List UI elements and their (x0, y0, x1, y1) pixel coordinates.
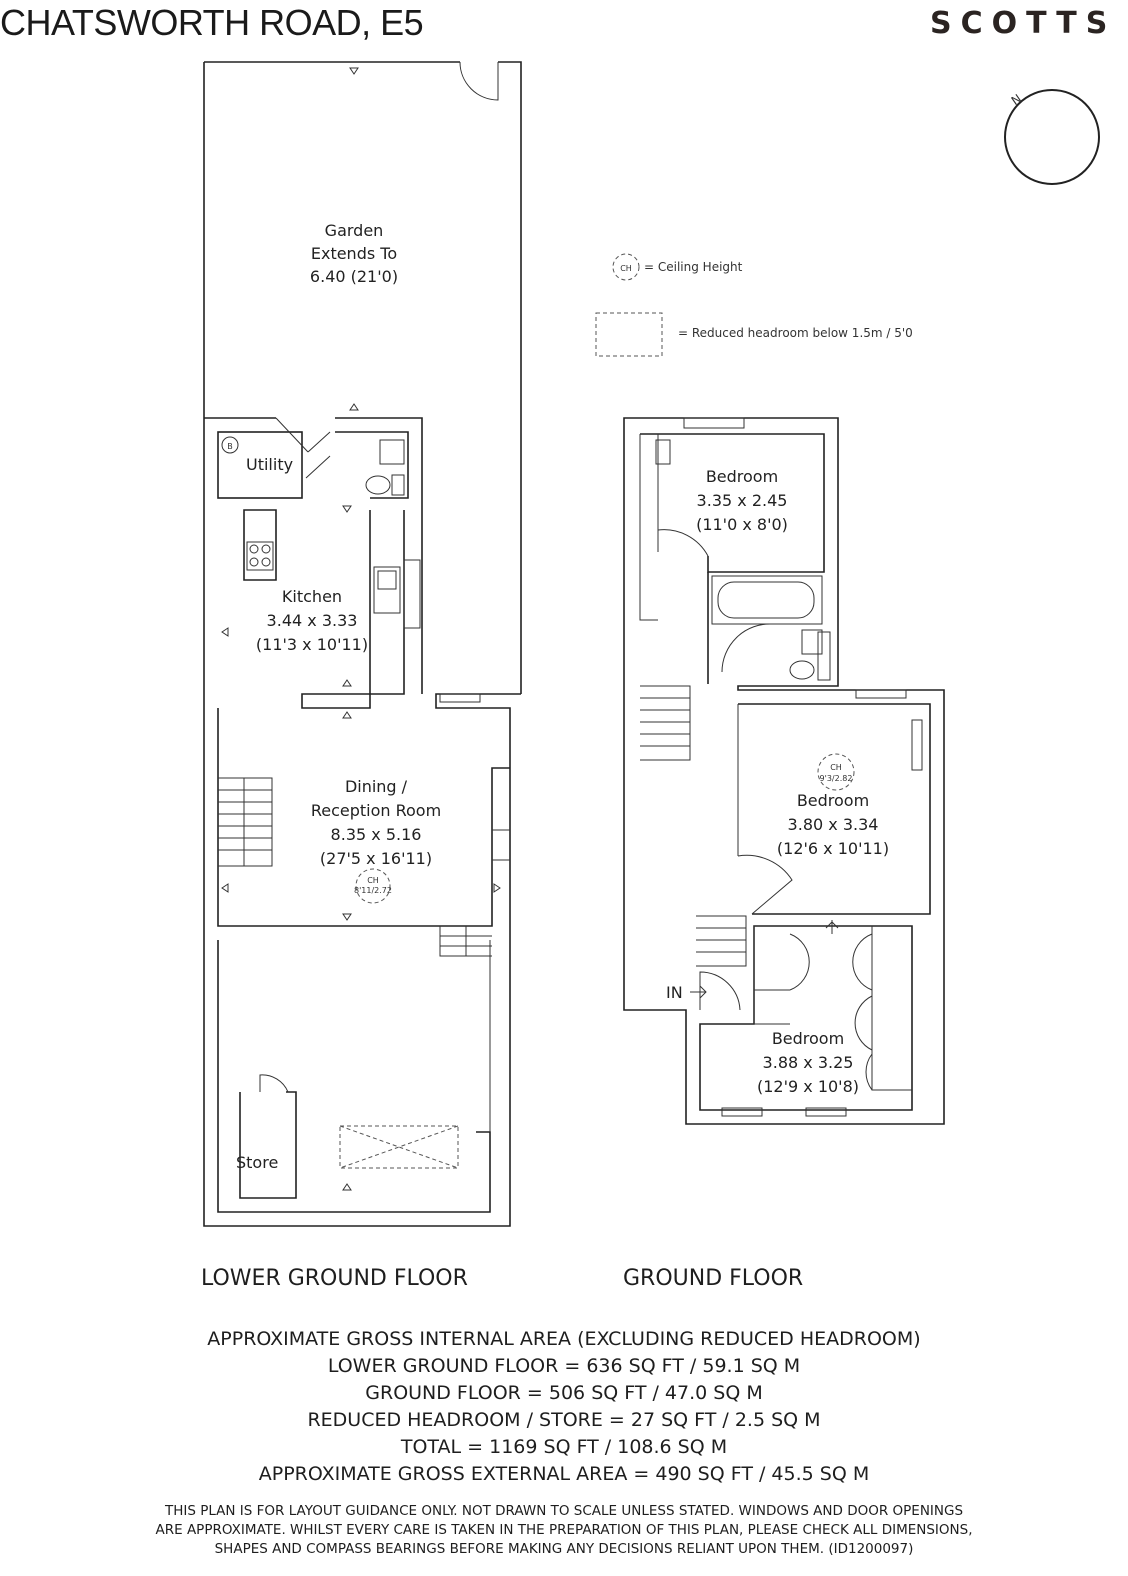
dining-imperial: (27'5 x 16'11) (319, 849, 433, 868)
garden-line3: 6.40 (21'0) (309, 267, 399, 286)
dining-ch-symbol: CH (367, 876, 379, 885)
bedroom2-metric: 3.80 x 3.34 (787, 815, 879, 834)
stairs-ground (640, 686, 690, 760)
garden-line2: Extends To (310, 244, 398, 263)
bedroom2-name: Bedroom (796, 791, 870, 810)
bedroom1-name: Bedroom (705, 467, 779, 486)
area-line: LOWER GROUND FLOOR = 636 SQ FT / 59.1 SQ M (327, 1355, 801, 1377)
disclaimer-line: THIS PLAN IS FOR LAYOUT GUIDANCE ONLY. NOT DRAWN TO SCALE UNLESS STATED. WINDOWS AND DOOR OPENINGS (164, 1503, 964, 1519)
area-summary (0, 1326, 1128, 1488)
kitchen-metric: 3.44 x 3.33 (266, 611, 358, 630)
legend-ch-symbol: CH (620, 264, 632, 273)
stairs-entrance (696, 916, 746, 966)
area-line: GROUND FLOOR = 506 SQ FT / 47.0 SQ M (365, 1382, 763, 1404)
sink-icon (374, 567, 400, 613)
entrance-arrow-icon (690, 986, 706, 998)
boiler-label: B (227, 442, 233, 451)
utility-label: Utility (246, 455, 294, 474)
bedroom3-imperial: (12'9 x 10'8) (757, 1077, 859, 1096)
dining-line1: Dining / (344, 777, 408, 796)
compass-icon (1005, 90, 1099, 184)
entrance-label: IN (666, 983, 683, 1002)
kitchen-imperial: (11'3 x 10'11) (255, 635, 369, 654)
garden-line1: Garden (324, 221, 384, 240)
ground-floor-label: GROUND FLOOR (623, 1266, 804, 1291)
dining-line2: Reception Room (310, 801, 442, 820)
area-line: APPROXIMATE GROSS EXTERNAL AREA = 490 SQ FT / 45.5 SQ M (258, 1463, 870, 1485)
bedroom1-metric: 3.35 x 2.45 (696, 491, 788, 510)
bedroom2-ch-symbol: CH (830, 763, 842, 772)
disclaimer-line: ARE APPROXIMATE. WHILST EVERY CARE IS TAKEN IN THE PREPARATION OF THIS PLAN, PLEASE CHECK ALL DIMENSIONS, (155, 1522, 973, 1538)
legend (596, 254, 913, 356)
lower-ground-floor-plan (204, 62, 521, 1226)
area-line: REDUCED HEADROOM / STORE = 27 SQ FT / 2.5 SQ M (307, 1409, 821, 1431)
bedroom3-name: Bedroom (771, 1029, 845, 1048)
stairs-lower (218, 778, 272, 866)
bedroom2-ch-value: 9'3/2.82 (819, 774, 853, 783)
hob-icon (247, 542, 273, 570)
bedroom1-imperial: (11'0 x 8'0) (696, 515, 788, 534)
kitchen-name: Kitchen (281, 587, 343, 606)
bedroom2-imperial: (12'6 x 10'11) (776, 839, 890, 858)
legend-ceiling-text: = Ceiling Height (644, 260, 743, 274)
brand-logo: SCOTTS (930, 6, 1117, 41)
disclaimer-line: SHAPES AND COMPASS BEARINGS BEFORE MAKING ANY DECISIONS RELIANT UPON THEM. (ID1200097) (214, 1541, 914, 1557)
store-label: Store (236, 1153, 279, 1172)
compass-north-label: N (1008, 91, 1025, 109)
area-line: APPROXIMATE GROSS INTERNAL AREA (EXCLUDING REDUCED HEADROOM) (207, 1328, 921, 1350)
dining-ch-value: 8'11/2.72 (354, 886, 392, 895)
disclaimer (0, 1502, 1128, 1559)
lower-ground-floor-label: LOWER GROUND FLOOR (201, 1266, 468, 1291)
ground-floor-plan (624, 418, 944, 1124)
legend-reduced-text: = Reduced headroom below 1.5m / 5'0 (678, 326, 913, 340)
dining-metric: 8.35 x 5.16 (330, 825, 422, 844)
stairs-cellar (440, 926, 492, 956)
page-title: CHATSWORTH ROAD, E5 (0, 2, 424, 43)
bedroom2-ceiling-height-marker (818, 754, 854, 790)
bedroom3-metric: 3.88 x 3.25 (762, 1053, 854, 1072)
bath-icon (712, 576, 822, 624)
legend-reduced-headroom-swatch (596, 313, 662, 356)
area-line: TOTAL = 1169 SQ FT / 108.6 SQ M (400, 1436, 728, 1458)
